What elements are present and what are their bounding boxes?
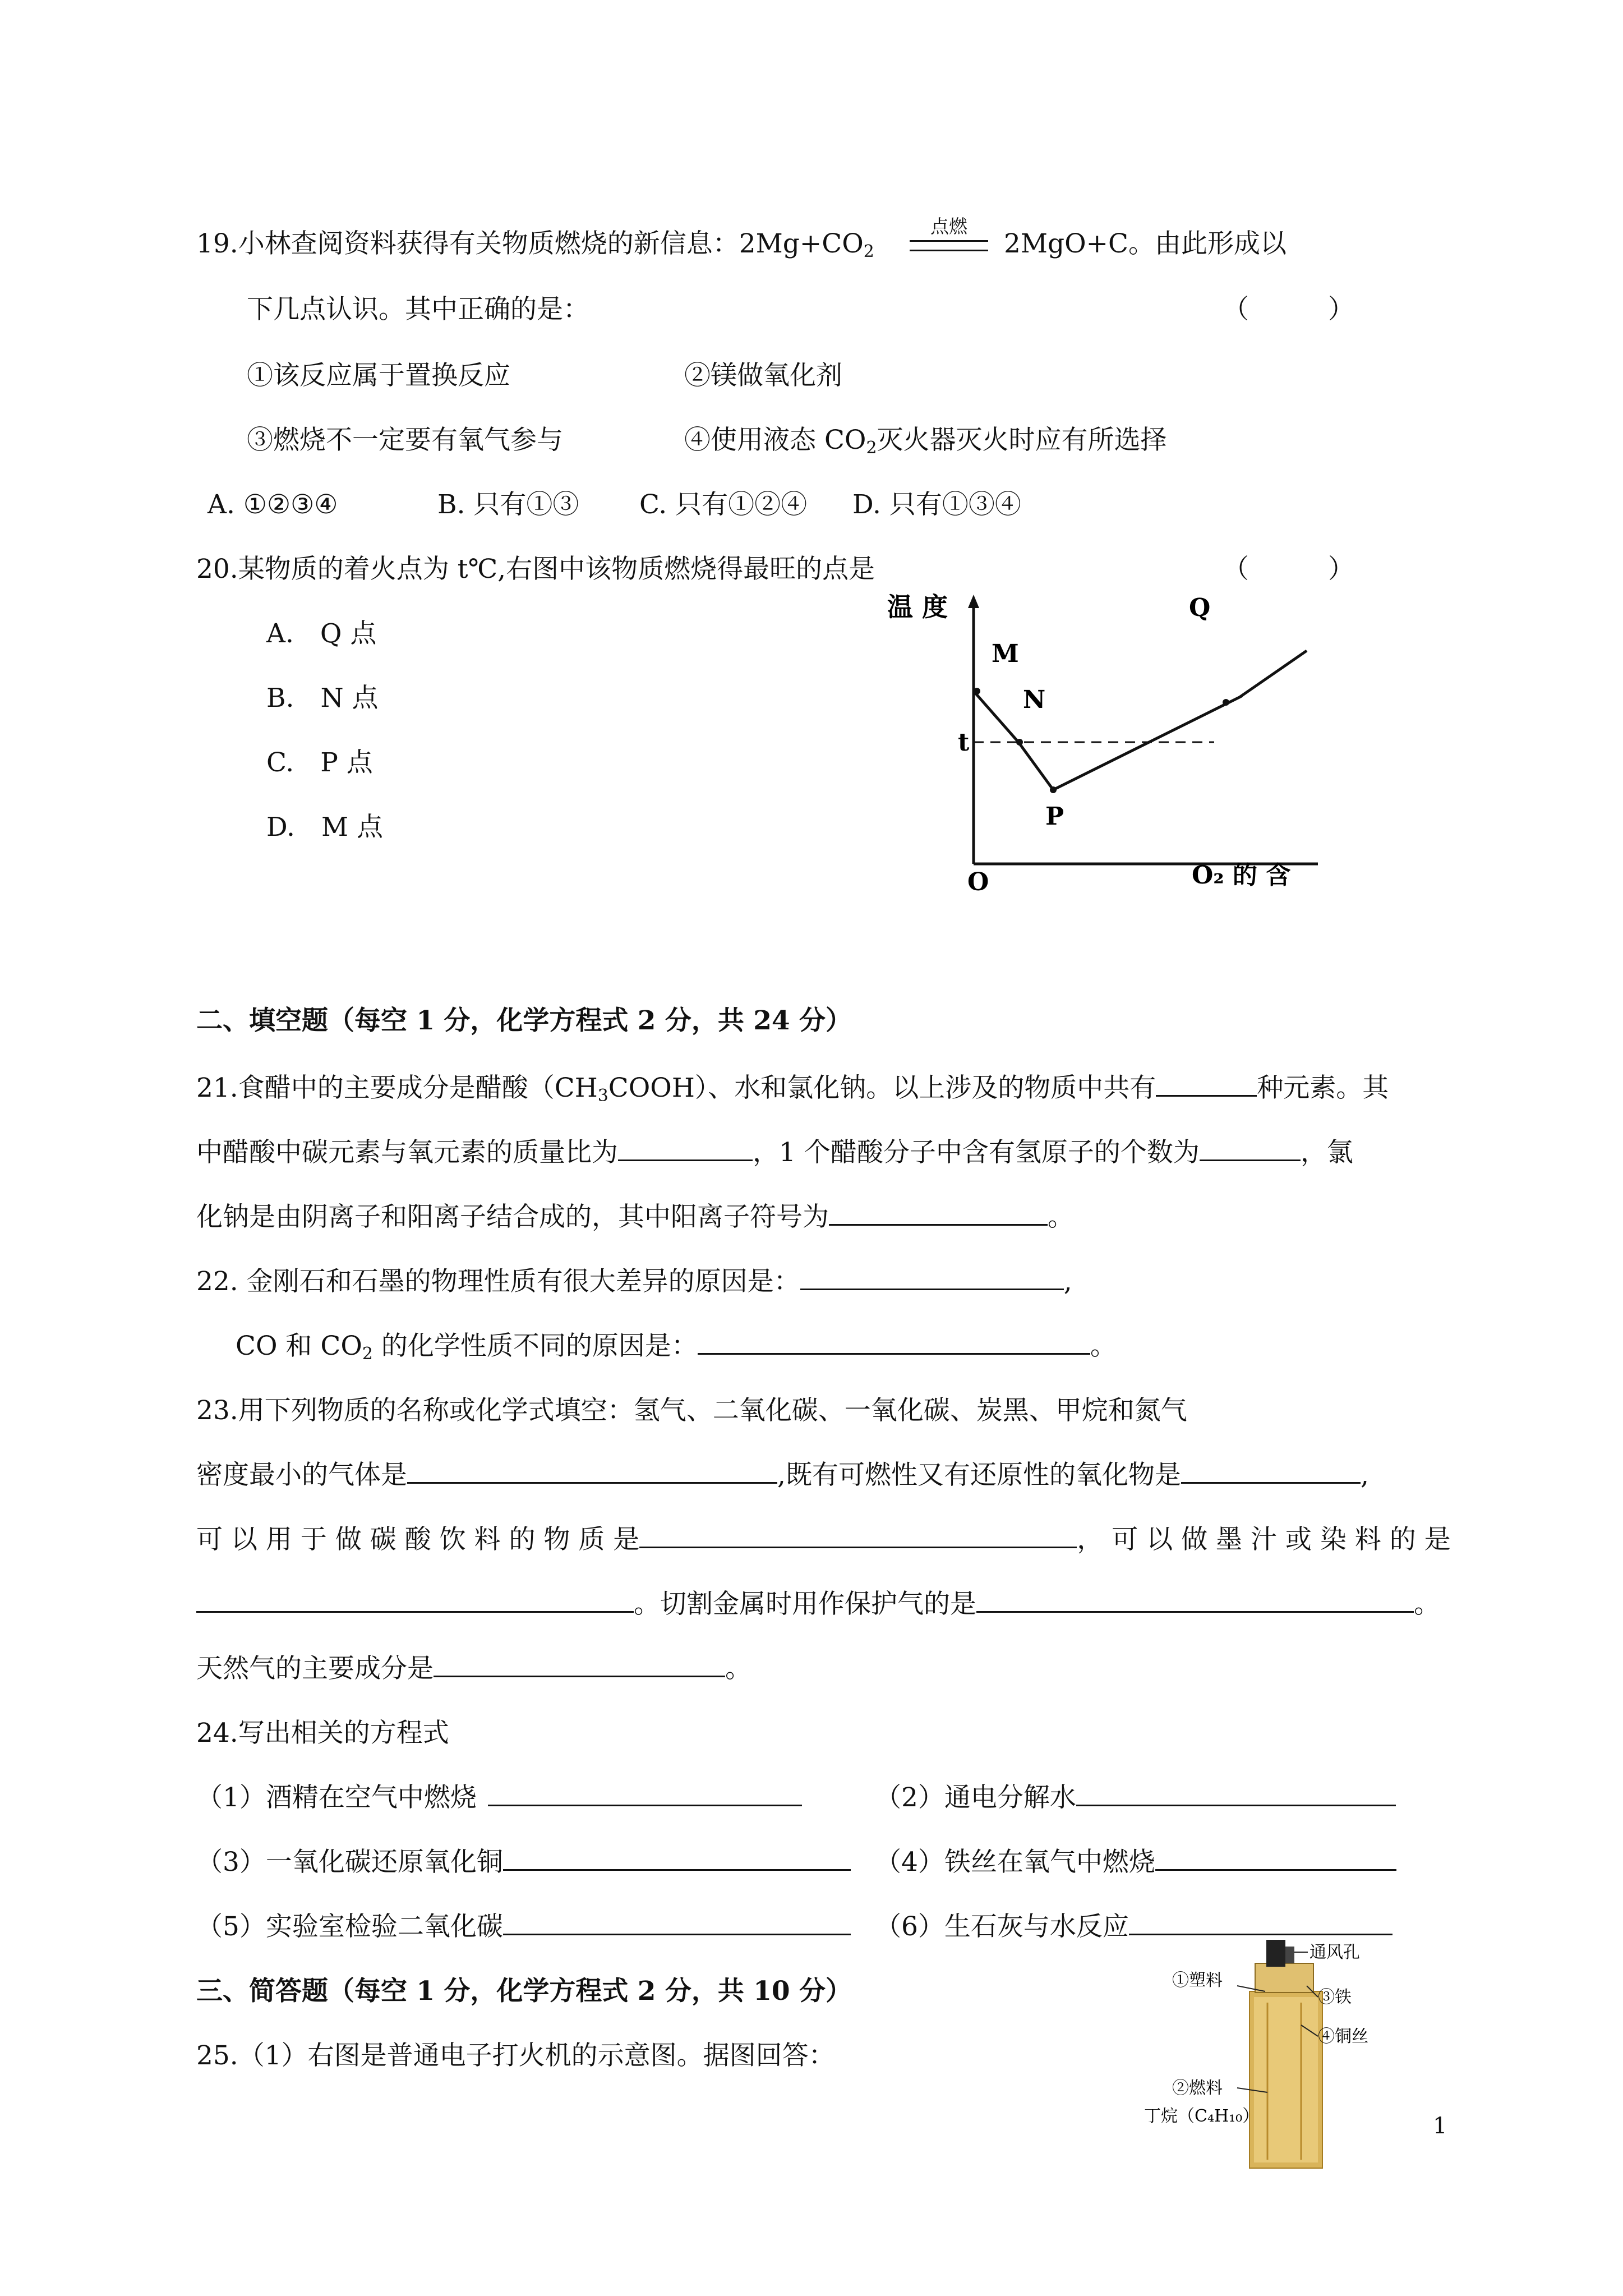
- q23-l2b: ,既有可燃性又有还原性的氧化物是: [777, 1460, 1181, 1490]
- q23-l2c: ,: [1360, 1460, 1369, 1490]
- q19-statement-3: ③燃烧不一定要有氧气参与: [247, 425, 563, 455]
- q23-blank-4[interactable]: [196, 1589, 634, 1613]
- q23-l4b: 。: [1414, 1589, 1440, 1619]
- q24-item-4: [875, 1846, 1396, 1879]
- label-butane: 丁烷（C₄H₁₀）: [1144, 2106, 1260, 2126]
- q19-prefix: 19.小林查阅资料获得有关物质燃烧的新信息：2Mg+CO: [196, 228, 864, 259]
- q20-choice-a: A. Q 点: [266, 618, 377, 649]
- label-m: M: [992, 639, 1019, 668]
- q19-products: 2MgO+C。由此形成以: [1004, 228, 1287, 259]
- q24-item-2: [875, 1781, 1396, 1815]
- q21-blank-2[interactable]: [618, 1137, 753, 1161]
- point-p-marker: [1050, 786, 1057, 793]
- q25-line1: 25.（1）右图是普通电子打火机的示意图。据图回答：: [196, 2040, 835, 2071]
- q23-l3b: ， 可 以 做 墨 汁 或 染 料 的 是: [1077, 1524, 1451, 1555]
- point-m-marker: [974, 688, 980, 694]
- q20-choice-b: B. N 点: [266, 683, 379, 714]
- lighter-nozzle: [1266, 1940, 1285, 1967]
- q24-blank-4[interactable]: [1155, 1847, 1396, 1871]
- q19-statement-2: ②镁做氧化剂: [684, 360, 842, 391]
- q19-answer-paren: （ ）: [1223, 294, 1354, 325]
- q21-line2: [196, 1136, 1353, 1170]
- q22-l2a: CO 和 CO: [236, 1331, 362, 1361]
- q23-blank-1[interactable]: [407, 1460, 777, 1484]
- q23-l3a: 可 以 用 于 做 碳 酸 饮 料 的 物 质 是: [196, 1524, 640, 1555]
- temperature-curve: [974, 651, 1307, 790]
- reaction-condition: [910, 215, 988, 251]
- q22-l1a: 22. 金刚石和石墨的物理性质有很大差异的原因是：: [196, 1266, 800, 1297]
- label-copper: ④铜丝: [1318, 2027, 1368, 2046]
- lighter-button: [1285, 1947, 1294, 1963]
- q23-blank-6[interactable]: [434, 1653, 725, 1677]
- q21-l1b: COOH）、水和氯化钠。以上涉及的物质中共有: [608, 1073, 1156, 1103]
- point-q-marker: [1223, 699, 1229, 706]
- label-iron: ③铁: [1318, 1987, 1352, 2007]
- q22-l2b: 的化学性质不同的原因是：: [372, 1331, 698, 1361]
- q19-choice-d: D. 只有①③④: [852, 489, 1021, 520]
- q19-statement-4: [684, 424, 1167, 457]
- q23-blank-2[interactable]: [1181, 1460, 1361, 1484]
- lighter-diagram: [1133, 1930, 1436, 2171]
- q21-sub3: 3: [597, 1086, 608, 1106]
- q19-statement-4b: 灭火器灭火时应有所选择: [877, 425, 1167, 455]
- q21-l3b: 。: [1048, 1202, 1074, 1232]
- y-axis-label: 温 度: [887, 592, 948, 622]
- lighter-fuel-tank: [1254, 1997, 1318, 2162]
- q21-l1c: 种元素。其: [1257, 1073, 1389, 1103]
- q21-l2b: ，1 个醋酸分子中含有氢原子的个数为: [753, 1137, 1200, 1168]
- q22-l2c: 。: [1090, 1331, 1117, 1361]
- q23-line1: 23.用下列物质的名称或化学式填空：氢气、二氧化碳、一氧化碳、炭黑、甲烷和氮气: [196, 1395, 1187, 1426]
- q20-stem: 20.某物质的着火点为 t℃,右图中该物质燃烧得最旺的点是: [196, 554, 875, 585]
- q23-line4: [196, 1588, 1440, 1621]
- q24-item-1: [196, 1781, 802, 1815]
- label-p: P: [1045, 802, 1064, 831]
- q22-l1b: ,: [1063, 1266, 1072, 1297]
- page-number: 1: [1433, 2113, 1447, 2139]
- q22-blank-1[interactable]: [800, 1266, 1064, 1290]
- q24-item-2-label: （2）通电分解水: [875, 1782, 1076, 1813]
- q24-blank-2[interactable]: [1076, 1782, 1396, 1806]
- label-plastic: ①塑料: [1172, 1971, 1223, 1990]
- q24-blank-3[interactable]: [503, 1847, 851, 1871]
- q19-choice-a: A. ①②③④: [208, 489, 338, 520]
- origin-label: O: [967, 868, 989, 896]
- x-axis-label: O₂ 的 含: [1192, 861, 1291, 890]
- q24-item-3-label: （3）一氧化碳还原氧化铜: [196, 1847, 503, 1878]
- q23-l5a: 天然气的主要成分是: [196, 1653, 434, 1684]
- lighter-head: [1255, 1963, 1313, 1993]
- q24-blank-1[interactable]: [488, 1782, 802, 1806]
- q19-sub: 2: [863, 242, 874, 261]
- equals-sign: [910, 240, 988, 251]
- q19-statement-4-sub: 2: [866, 438, 877, 458]
- q24-title: 24.写出相关的方程式: [196, 1718, 449, 1749]
- q21-line3: [196, 1200, 1074, 1234]
- q22-line1: [196, 1265, 1072, 1299]
- q23-line2: [196, 1458, 1369, 1492]
- q23-l4a: 。切割金属时用作保护气的是: [634, 1589, 976, 1619]
- q21-l3a: 化钠是由阴离子和阳离子结合成的，其中阳离子符号为: [196, 1202, 829, 1232]
- temperature-oxygen-graph: [875, 583, 1335, 898]
- label-n: N: [1023, 685, 1046, 714]
- q21-blank-4[interactable]: [829, 1202, 1048, 1226]
- q24-item-6-label: （6）生石灰与水反应: [875, 1911, 1129, 1942]
- q24-item-4-label: （4）铁丝在氧气中燃烧: [875, 1847, 1155, 1878]
- q24-blank-5[interactable]: [503, 1911, 851, 1935]
- q24-item-3: [196, 1846, 851, 1879]
- q23-l5b: 。: [725, 1653, 751, 1684]
- q19-statement-1: ①该反应属于置换反应: [247, 360, 510, 391]
- q21-blank-1[interactable]: [1156, 1073, 1257, 1097]
- q23-blank-5[interactable]: [976, 1589, 1414, 1613]
- q19-line1: [196, 227, 874, 261]
- q21-l2c: ，氯: [1300, 1137, 1353, 1168]
- q19-statement-4a: ④使用液态 CO: [684, 425, 866, 455]
- q21-blank-3[interactable]: [1200, 1137, 1301, 1161]
- q20-choice-d: D. M 点: [266, 812, 384, 843]
- q21-line1: [196, 1071, 1389, 1105]
- label-fuel: ②燃料: [1172, 2078, 1223, 2098]
- q20-answer-paren: （ ）: [1223, 554, 1354, 585]
- y-axis-arrow-icon: [968, 595, 979, 608]
- condition-label: 点燃: [930, 215, 967, 237]
- q21-l1a: 21.食醋中的主要成分是醋酸（CH: [196, 1073, 598, 1103]
- q19-choice-b: B. 只有①③: [437, 489, 579, 520]
- q23-line3: [196, 1523, 1451, 1557]
- q22-line2: [236, 1329, 1117, 1363]
- q22-sub2: 2: [362, 1344, 373, 1364]
- q23-line5: [196, 1652, 751, 1686]
- q24-item-5: [196, 1910, 851, 1944]
- q19-choice-c: C. 只有①②④: [639, 489, 808, 520]
- q19-line2: 下几点认识。其中正确的是：: [247, 294, 589, 325]
- q24-item-5-label: （5）实验室检验二氧化碳: [196, 1911, 503, 1942]
- section-3-heading: 三、简答题（每空 1 分，化学方程式 2 分，共 10 分）: [196, 1976, 852, 2007]
- q21-l2a: 中醋酸中碳元素与氧元素的质量比为: [196, 1137, 618, 1168]
- q23-l2a: 密度最小的气体是: [196, 1460, 407, 1490]
- q20-choice-c: C. P 点: [266, 747, 373, 778]
- q23-blank-3[interactable]: [639, 1524, 1077, 1548]
- label-q: Q: [1189, 593, 1211, 622]
- q22-blank-2[interactable]: [698, 1331, 1090, 1355]
- point-n-marker: [1016, 739, 1023, 746]
- section-2-heading: 二、填空题（每空 1 分，化学方程式 2 分，共 24 分）: [196, 1005, 852, 1036]
- label-vent: 通风孔: [1310, 1943, 1360, 1962]
- q24-item-1-label: （1）酒精在空气中燃烧: [196, 1782, 477, 1813]
- label-t: t: [958, 728, 970, 757]
